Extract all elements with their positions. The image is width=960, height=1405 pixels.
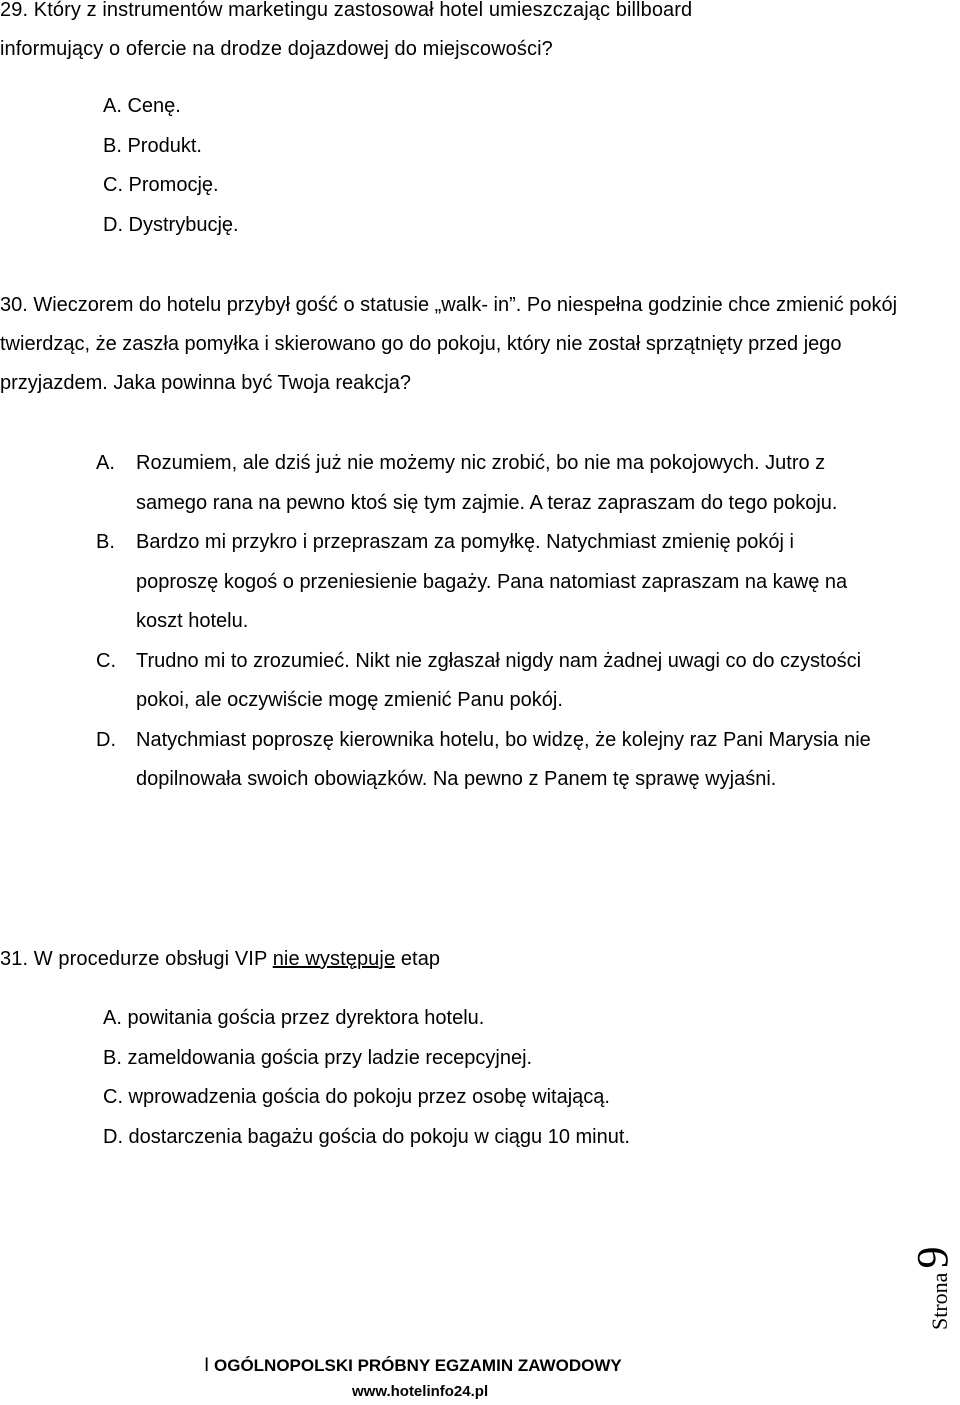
question-30-options xyxy=(96,444,876,800)
option-text: Natychmiast poproszę kierownika hotelu, bo widzę, że kolejny raz Pani Marysia nie dopilnowała swoich obowiązków. Na pewno z Panem tę sprawę wyjaśni. xyxy=(136,728,871,790)
page-number: 9 xyxy=(908,1246,957,1269)
question-29-option-d: D. Dystrybucję. xyxy=(103,213,239,236)
option-text: Bardzo mi przykro i przepraszam za pomyłkę. Natychmiast zmienię pokój i poproszę kogoś o przeniesienie bagaży. Pana natomiast zapraszam na kawę na koszt hotelu. xyxy=(136,531,848,632)
question-30-stem: 30. Wieczorem do hotelu przybył gość o statusie „walk- in”. Po niespełna godzinie chce zmienić pokój twierdząc, że zaszła pomyłka i skierowano go do pokoju, który nie został sprzątnięty przed jego przyjazdem. Jaka powinna być Twoja reakcja? xyxy=(0,294,898,394)
question-30-option-c xyxy=(96,642,876,721)
question-31-stem-before: 31. W procedurze obsługi VIP xyxy=(0,948,273,970)
footer-title-text: OGÓLNOPOLSKI PRÓBNY EGZAMIN ZAWODOWY xyxy=(209,1356,622,1375)
option-letter: A. xyxy=(96,452,115,474)
question-29 xyxy=(0,0,940,69)
option-text: Trudno mi to zrozumieć. Nikt nie zgłaszał nigdy nam żadnej uwagi co do czystości pokoi, ale oczywiście mogę zmienić Panu pokój. xyxy=(136,649,862,711)
question-29-option-b: B. Produkt. xyxy=(103,134,202,157)
question-29-stem-line-1: 29. Który z instrumentów marketingu zastosował hotel umieszczając billboard xyxy=(0,0,693,21)
question-30-option-b xyxy=(96,523,876,642)
option-text: Rozumiem, ale dziś już nie możemy nic zrobić, bo nie ma pokojowych. Jutro z samego rana na pewno ktoś się tym zajmie. A teraz zapraszam do tego pokoju. xyxy=(136,452,838,514)
footer-title xyxy=(204,1356,622,1376)
footer-title-numeral: I xyxy=(204,1355,210,1376)
question-29-options xyxy=(103,87,239,245)
question-31-stem xyxy=(0,940,940,979)
question-30-option-d xyxy=(96,721,876,800)
question-30-option-a xyxy=(96,444,876,523)
option-letter: B. xyxy=(96,531,115,553)
question-30 xyxy=(0,286,940,403)
option-letter: C. xyxy=(96,649,116,672)
question-31-option-a: A. powitania gościa przez dyrektora hotelu. xyxy=(103,1007,485,1029)
question-31-option-b: B. zameldowania gościa przy ladzie recepcyjnej. xyxy=(103,1046,533,1069)
question-31-stem-emphasis: nie występuje xyxy=(272,948,396,970)
page-number-label xyxy=(903,1247,960,1330)
question-29-option-a: A. Cenę. xyxy=(103,95,181,117)
question-31-options xyxy=(103,999,630,1157)
question-31-option-d: D. dostarczenia bagażu gościa do pokoju w ciągu 10 minut. xyxy=(103,1125,630,1148)
question-31 xyxy=(0,940,940,979)
question-31-option-c: C. wprowadzenia gościa do pokoju przez osobę witającą. xyxy=(103,1086,610,1108)
question-31-stem-after: etap xyxy=(395,948,441,970)
footer-url: www.hotelinfo24.pl xyxy=(352,1383,489,1400)
question-29-option-c: C. Promocję. xyxy=(103,174,219,196)
question-29-stem-line-2: informujący o ofercie na drodze dojazdowej do miejscowości? xyxy=(0,38,553,60)
option-letter: D. xyxy=(96,728,116,751)
page-label: Strona xyxy=(927,1272,952,1330)
